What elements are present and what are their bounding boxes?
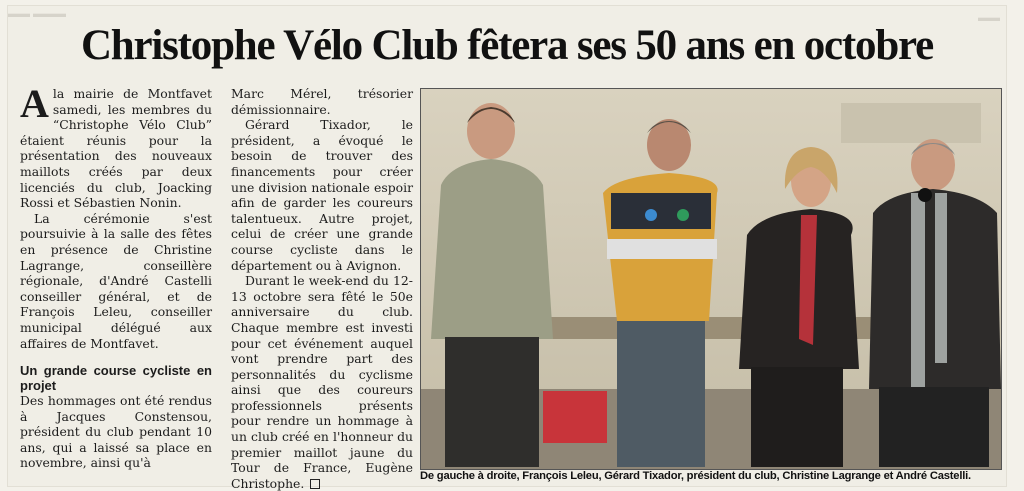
group-photo <box>420 88 1002 470</box>
paragraph-merel: Marc Mérel, trésorier démissionnaire. <box>231 86 413 117</box>
subhead: Un grande course cycliste en projet <box>20 363 212 394</box>
drop-cap: A <box>20 81 49 126</box>
anniversary-text: Durant le week-end du 12-13 octobre sera fêté le 50e anniversaire du club. Chaque membre est investi pour cet événement auquel vont prendre part des personnalités du cyclisme ainsi que des coureurs professionnels présents pour rendre un hommage à un club créé en l'honneur du premier maillot jaune du Tour de France, Eugène Christophe. <box>231 273 413 491</box>
lead-text: la mairie de Montfavet samedi, les membres du “Christophe Vélo Club” étaient réunis pour la présentation des nouveaux maillots créés par deux licenciés du club, Joacking Rossi et Sébastien Nonin. <box>20 86 212 211</box>
column-1 <box>20 81 212 471</box>
headline: Christophe Vélo Club fêtera ses 50 ans en octobre <box>80 22 934 69</box>
column-2 <box>231 86 413 491</box>
paragraph-ceremony: La cérémonie s'est poursuivie à la salle des fêtes en présence de Christine Lagrange, conseillère régionale, d'André Castelli conseiller général, et de François Leleu, conseiller municipal délégué aux affaires de Montfavet. <box>20 210 212 351</box>
lead-paragraph <box>20 81 212 211</box>
paragraph-anniversary <box>231 273 413 491</box>
end-of-article-mark <box>310 479 320 489</box>
newspaper-clipping <box>8 6 1006 491</box>
photo-caption: De gauche à droite, François Leleu, Gérard Tixador, président du club, Christine Lagrange et André Castelli. <box>420 470 971 482</box>
bleed-through-text: ▬▬ ▬▬▬ <box>8 8 67 20</box>
bleed-through-text: ▬▬ <box>978 12 1000 24</box>
photo-illustration <box>421 89 1001 469</box>
paragraph-tixador: Gérard Tixador, le président, a évoqué le besoin de trouver des financements pour créer une division nationale espoir afin de garder les coureurs talentueux. Autre projet, celui de créer une grande course cycliste dans le département ou à Avignon. <box>231 117 413 273</box>
red-crate <box>543 391 607 443</box>
wall-poster <box>841 103 981 143</box>
paragraph-hommages: Des hommages ont été rendus à Jacques Constensou, président du club pendant 10 ans, qui a laissé sa place en novembre, ainsi qu'à <box>20 393 212 471</box>
